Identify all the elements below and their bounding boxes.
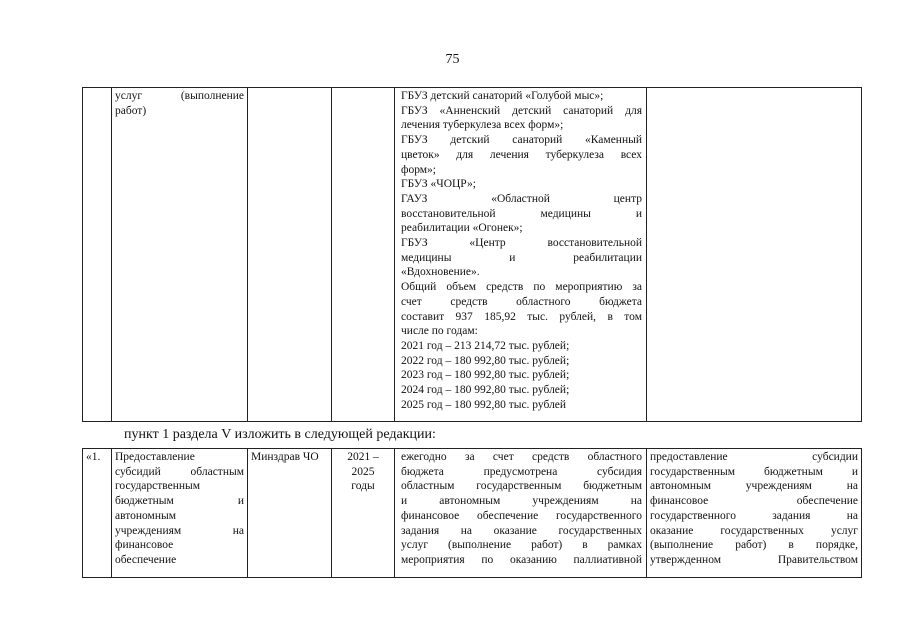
cell-line: (выполнение работ) в порядке,	[650, 539, 858, 552]
cell-number	[83, 88, 112, 422]
cell-executor	[248, 88, 332, 422]
cell-line: учреждениям на	[115, 524, 244, 537]
cell-line: составит 937 185,92 тыс. рублей, в том	[401, 310, 642, 323]
cell-line: автономным учреждениям на	[650, 480, 858, 493]
cell-line: финансовое	[115, 539, 174, 552]
cell-line: субсидий областным	[115, 465, 244, 478]
cell-line: Общий объем средств по мероприятию за	[401, 281, 642, 294]
cell-description	[395, 88, 647, 422]
cell-measure-name	[112, 88, 248, 422]
cell-line: счет средств областного бюджета	[401, 295, 642, 308]
cell-line: Предоставление	[115, 451, 195, 463]
cell-line: услуг (выполнение работ) в рамках	[401, 539, 642, 552]
cell-line: задания на оказание государственных	[401, 524, 642, 537]
cell-line: ежегодно за счет средств областного	[401, 451, 642, 463]
cell-executor: Минздрав ЧО	[248, 449, 332, 578]
cell-line: оказание государственных услуг	[650, 524, 858, 537]
cell-line: мероприятия по оказанию паллиативной	[401, 553, 642, 566]
cell-line: реабилитации «Огонек»;	[401, 222, 523, 235]
cell-line: финансовое обеспечение государственного	[401, 509, 642, 522]
cell-line: лечения туберкулеза всех форм»;	[401, 119, 564, 132]
cell-line: утвержденном Правительством	[650, 553, 858, 566]
cell-line: 2025	[351, 465, 375, 478]
cell-result	[647, 449, 862, 578]
page-number: 75	[445, 52, 460, 67]
cell-line: бюджета предусмотрена субсидия	[401, 465, 642, 478]
cell-line: ГБУЗ «Центр восстановительной	[401, 237, 642, 250]
cell-line: государственным	[115, 480, 201, 493]
cell-line: ГБУЗ детский санаторий «Голубой мыс»;	[401, 90, 604, 102]
cell-line: 2022 год – 180 992,80 тыс. рублей;	[401, 354, 570, 367]
cell-line: 2023 год – 180 992,80 тыс. рублей;	[401, 369, 570, 382]
cell-line: 2021 –	[347, 451, 379, 463]
table-row	[83, 449, 862, 578]
cell-line: услуг (выполнение	[115, 90, 244, 102]
cell-line: финансовое обеспечение	[650, 495, 858, 508]
cell-line: ГБУЗ «Анненский детский санаторий для	[401, 104, 642, 117]
cell-line: государственным бюджетным и	[650, 465, 858, 478]
cell-line: ГБУЗ «ЧОЦР»;	[401, 178, 476, 191]
cell-period	[332, 449, 395, 578]
cell-result	[647, 88, 862, 422]
cell-period	[332, 88, 395, 422]
cell-line: работ)	[115, 104, 147, 117]
cell-line: ГАУЗ «Областной центр	[401, 192, 642, 205]
cell-number: «1.	[83, 449, 112, 578]
amendment-instruction: пункт 1 раздела V изложить в следующей редакции:	[124, 427, 436, 442]
cell-line: восстановительной медицины и	[401, 207, 642, 220]
table-new-edition	[82, 448, 862, 578]
cell-line: государственного задания на	[650, 509, 858, 522]
cell-line: 2025 год – 180 992,80 тыс. рублей	[401, 398, 567, 411]
cell-line: и автономным учреждениям на	[401, 495, 642, 508]
cell-description	[395, 449, 647, 578]
cell-line: форм»;	[401, 163, 436, 176]
cell-line: областным государственным бюджетным	[401, 480, 642, 493]
cell-measure-name	[112, 449, 248, 578]
cell-line: 2021 год – 213 214,72 тыс. рублей;	[401, 339, 570, 352]
cell-line: 2024 год – 180 992,80 тыс. рублей;	[401, 384, 570, 397]
cell-line: медицины и реабилитации	[401, 251, 642, 264]
table-row	[83, 88, 862, 422]
cell-line: годы	[351, 480, 375, 493]
cell-line: ГБУЗ детский санаторий «Каменный	[401, 134, 642, 147]
cell-line: бюджетным и	[115, 495, 244, 508]
cell-line: числе по годам:	[401, 325, 478, 338]
table-continued	[82, 87, 862, 422]
cell-line: «Вдохновение».	[401, 266, 480, 279]
cell-line: автономным	[115, 509, 176, 522]
cell-line: цветок» для лечения туберкулеза всех	[401, 148, 642, 161]
cell-line: предоставление субсидии	[650, 451, 858, 463]
cell-line: обеспечение	[115, 553, 177, 566]
